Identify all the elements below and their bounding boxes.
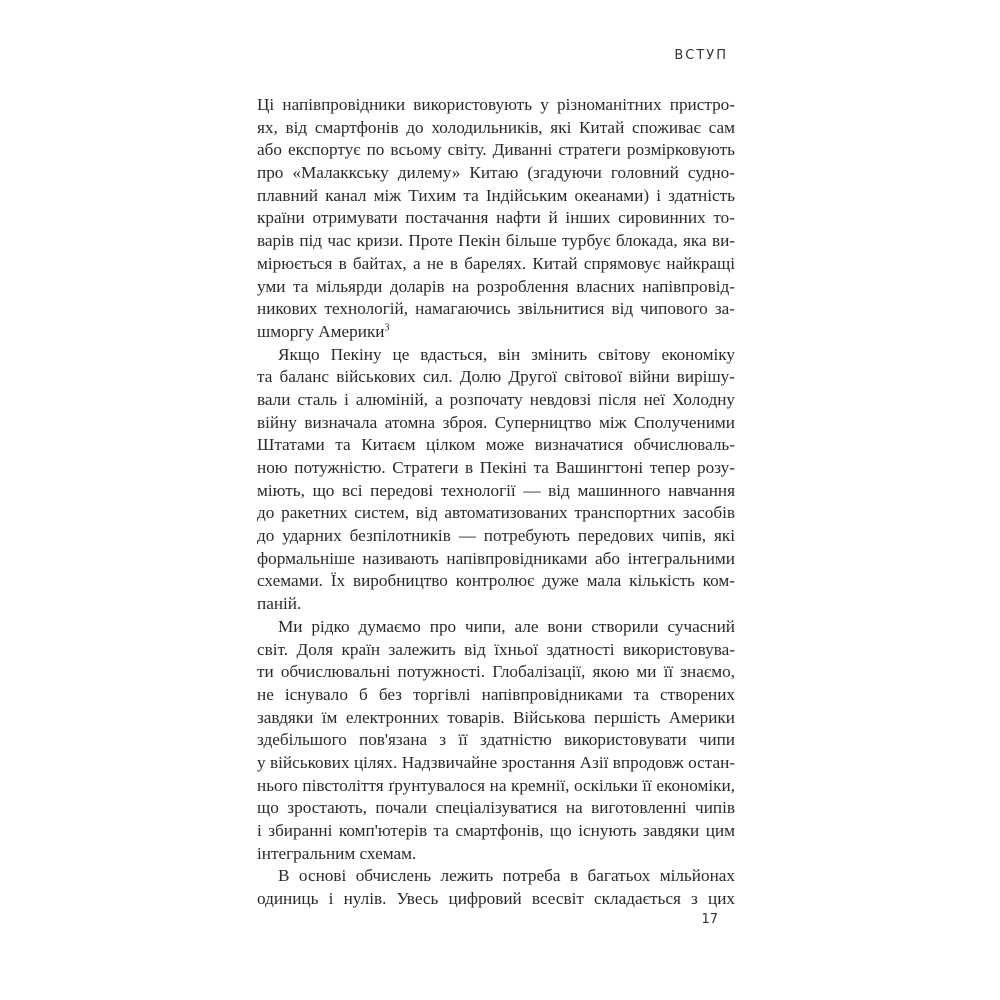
text-line xyxy=(257,661,735,684)
running-head: ВСТУП xyxy=(674,48,728,63)
text-line-content: світ. Доля країн залежить від їхньої здатності використовува- xyxy=(257,639,735,659)
text-line-content: формальніше називають напівпровідниками або інтегральними xyxy=(257,548,735,568)
text-line-content: інтегральним схемам. xyxy=(257,843,417,863)
text-line xyxy=(257,865,735,888)
text-line xyxy=(257,321,735,344)
text-line xyxy=(257,820,735,843)
text-line xyxy=(257,888,735,911)
text-line xyxy=(257,185,735,208)
text-line xyxy=(257,707,735,730)
text-line-content: вали сталь і алюміній, а розпочату невдовзі після неї Холодну xyxy=(257,389,735,409)
text-line xyxy=(257,344,735,367)
text-line-content: Штатами та Китаєм цілком може визначатися обчислюваль- xyxy=(257,435,735,455)
text-line xyxy=(257,94,735,117)
text-line-content: війну визначала атомна зброя. Суперництво між Сполученими xyxy=(257,412,735,432)
text-line xyxy=(257,639,735,662)
text-line xyxy=(257,548,735,571)
text-line xyxy=(257,434,735,457)
text-line xyxy=(257,276,735,299)
text-line-content: у військових цілях. Надзвичайне зростання Азії впродовж остан- xyxy=(257,752,735,772)
text-line-content: про «Малаккську дилему» Китаю (згадуючи головний судно- xyxy=(257,163,735,183)
text-line-content: мірюється в байтах, а не в барелях. Китай спрямовує найкращі xyxy=(257,253,735,273)
text-line-content: що зростають, почали спеціалізуватися на виготовленні чипів xyxy=(257,798,735,818)
body-text xyxy=(257,94,735,911)
text-line xyxy=(257,684,735,707)
text-line-content: країни отримувати постачання нафти й інших сировинних то- xyxy=(257,208,735,228)
text-line xyxy=(257,457,735,480)
text-line-content: не існувало б без торгівлі напівпровідниками та створених xyxy=(257,684,735,704)
text-line-content: Ці напівпровідники використовують у різноманітних пристро- xyxy=(257,95,735,114)
text-line-content: паній. xyxy=(257,594,302,614)
text-line-content: нього півстоліття ґрунтувалося на кремнії, оскільки її економіки, xyxy=(257,775,735,795)
text-line xyxy=(257,230,735,253)
text-line xyxy=(257,162,735,185)
text-line xyxy=(257,366,735,389)
page-number: 17 xyxy=(701,912,718,927)
text-line xyxy=(257,253,735,276)
text-line-content: Якщо Пекіну це вдасться, він змінить світову економіку xyxy=(278,344,735,364)
text-line xyxy=(257,775,735,798)
text-line-content: завдяки їм електронних товарів. Військова першість Америки xyxy=(257,707,735,727)
text-line-content: Ми рідко думаємо про чипи, але вони створили сучасний xyxy=(278,616,735,636)
text-line-content: шморгу Америки xyxy=(257,321,385,341)
text-line-content: плавний канал між Тихим та Індійським океанами) і здатність xyxy=(257,185,735,205)
text-line xyxy=(257,616,735,639)
text-line xyxy=(257,207,735,230)
text-line-content: одиниць і нулів. Увесь цифровий всесвіт складається з цих xyxy=(257,889,735,909)
text-line-content: та баланс військових сил. Долю Другої світової війни вирішу- xyxy=(257,367,735,387)
text-line-content: уми та мільярди доларів на розроблення власних напівпровід- xyxy=(257,276,735,296)
text-line xyxy=(257,298,735,321)
text-line-content: варів під час кризи. Проте Пекін більше турбує блокада, яка ви- xyxy=(257,231,735,251)
text-line-content: ях, від смартфонів до холодильників, які Китай споживає сам xyxy=(257,117,735,137)
text-line-content: або експортує по всьому світу. Диванні стратеги розмірковують xyxy=(257,140,735,160)
text-line-content: до ударних безпілотників — потребують передових чипів, які xyxy=(257,526,735,546)
text-line-content: ною потужністю. Стратеги в Пекіні та Вашингтоні тепер розу- xyxy=(257,458,735,477)
text-line xyxy=(257,729,735,752)
text-line xyxy=(257,797,735,820)
text-line xyxy=(257,389,735,412)
text-line xyxy=(257,480,735,503)
text-line-content: до ракетних систем, від автоматизованих транспортних засобів xyxy=(257,503,735,523)
text-line xyxy=(257,117,735,140)
text-line-content: здебільшого пов'язана з її здатністю використовувати чипи xyxy=(257,730,735,750)
text-line-content: міють, що всі передові технології — від машинного навчання xyxy=(257,480,735,500)
text-line xyxy=(257,412,735,435)
text-line xyxy=(257,570,735,593)
text-line xyxy=(257,139,735,162)
text-line-content: В основі обчислень лежить потреба в багатьох мільйонах xyxy=(278,866,735,886)
footnote-marker: 3 xyxy=(384,322,390,334)
text-line-content: никових технологій, намагаючись звільнитися від чипового за- xyxy=(257,299,735,319)
text-line xyxy=(257,502,735,525)
text-line-content: схемами. Їх виробництво контролює дуже мала кількість ком- xyxy=(257,571,735,591)
text-line xyxy=(257,525,735,548)
text-line xyxy=(257,752,735,775)
text-line-content: і збиранні комп'ютерів та смартфонів, що існують завдяки цим xyxy=(257,821,735,840)
text-line xyxy=(257,593,735,616)
text-line-content: ти обчислювальні потужності. Глобалізації, якою ми її знаємо, xyxy=(257,662,735,682)
text-line xyxy=(257,843,735,866)
